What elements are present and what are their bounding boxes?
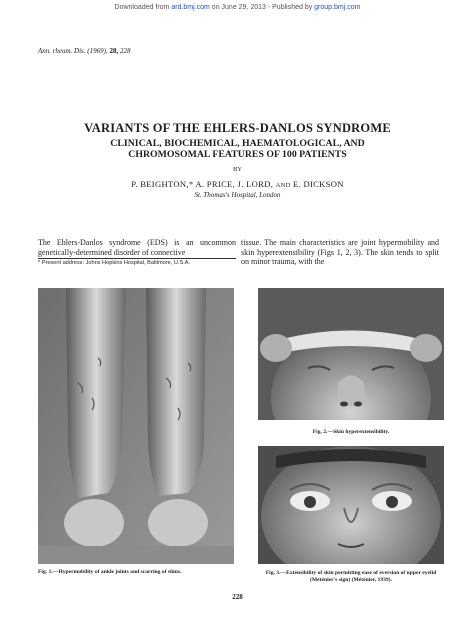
figure-2-caption: Fig. 2.—Skin hyperextensibility. xyxy=(312,429,390,435)
article-title: VARIANTS OF THE EHLERS-DANLOS SYNDROME xyxy=(84,121,391,135)
body-text-right: tissue. The main characteristics are joint hypermobility and skin hyperextensibility (Figs 1, 2, 3). The skin tends to split on minor trauma, with the xyxy=(241,238,439,267)
journal-name: Ann. rheum. Dis. xyxy=(38,47,86,55)
affiliation: St. Thomas's Hospital, London xyxy=(194,191,281,199)
figure-3-caption: Fig. 3.—Extensibility of skin permitting ease of eversion of upper eyelid (Méténier's sign) (Méténier, 1939). xyxy=(265,570,437,583)
author-list xyxy=(0,179,475,189)
body-text-left: The Ehlers-Danlos syndrome (EDS) is an uncommon genetically-determined disorder of connective xyxy=(38,238,236,257)
figure-3-illustration xyxy=(258,446,444,564)
footnote-divider xyxy=(38,258,236,259)
site-link[interactable]: ard.bmj.com xyxy=(171,4,210,11)
citation-volume: 28, xyxy=(109,47,119,55)
subtitle-line-1: CLINICAL, BIOCHEMICAL, HAEMATOLOGICAL, AND xyxy=(110,138,365,149)
banner-middle: on June 29, 2013 - Published by xyxy=(209,4,315,11)
footnote: * Present address: Johns Hopkins Hospital, Baltimore, U.S.A. xyxy=(38,260,191,266)
journal-citation xyxy=(38,47,130,55)
figure-1-photo xyxy=(38,288,234,564)
authors-and: AND xyxy=(275,182,291,189)
figure-2-illustration xyxy=(258,288,444,420)
by-line: BY xyxy=(232,166,243,173)
subtitle-line-2: CHROMOSOMAL FEATURES OF 100 PATIENTS xyxy=(128,148,347,160)
publisher-link[interactable]: group.bmj.com xyxy=(314,4,361,11)
figure-1-illustration xyxy=(38,288,234,564)
banner-prefix: Downloaded from xyxy=(114,4,172,11)
figure-2-photo xyxy=(258,288,444,420)
authors-last: E. DICKSON xyxy=(290,179,344,189)
download-banner xyxy=(0,4,475,11)
page-number: 228 xyxy=(232,593,243,601)
citation-page: 228 xyxy=(118,47,131,55)
citation-year: (1969), xyxy=(85,47,110,55)
figure-1-caption: Fig. 1.—Hypermobility of ankle joints and scarring of shins. xyxy=(38,569,182,575)
article-subtitle xyxy=(0,139,475,160)
figure-3-photo xyxy=(258,446,444,564)
authors-main: P. BEIGHTON,* A. PRICE, J. LORD, xyxy=(131,179,276,189)
